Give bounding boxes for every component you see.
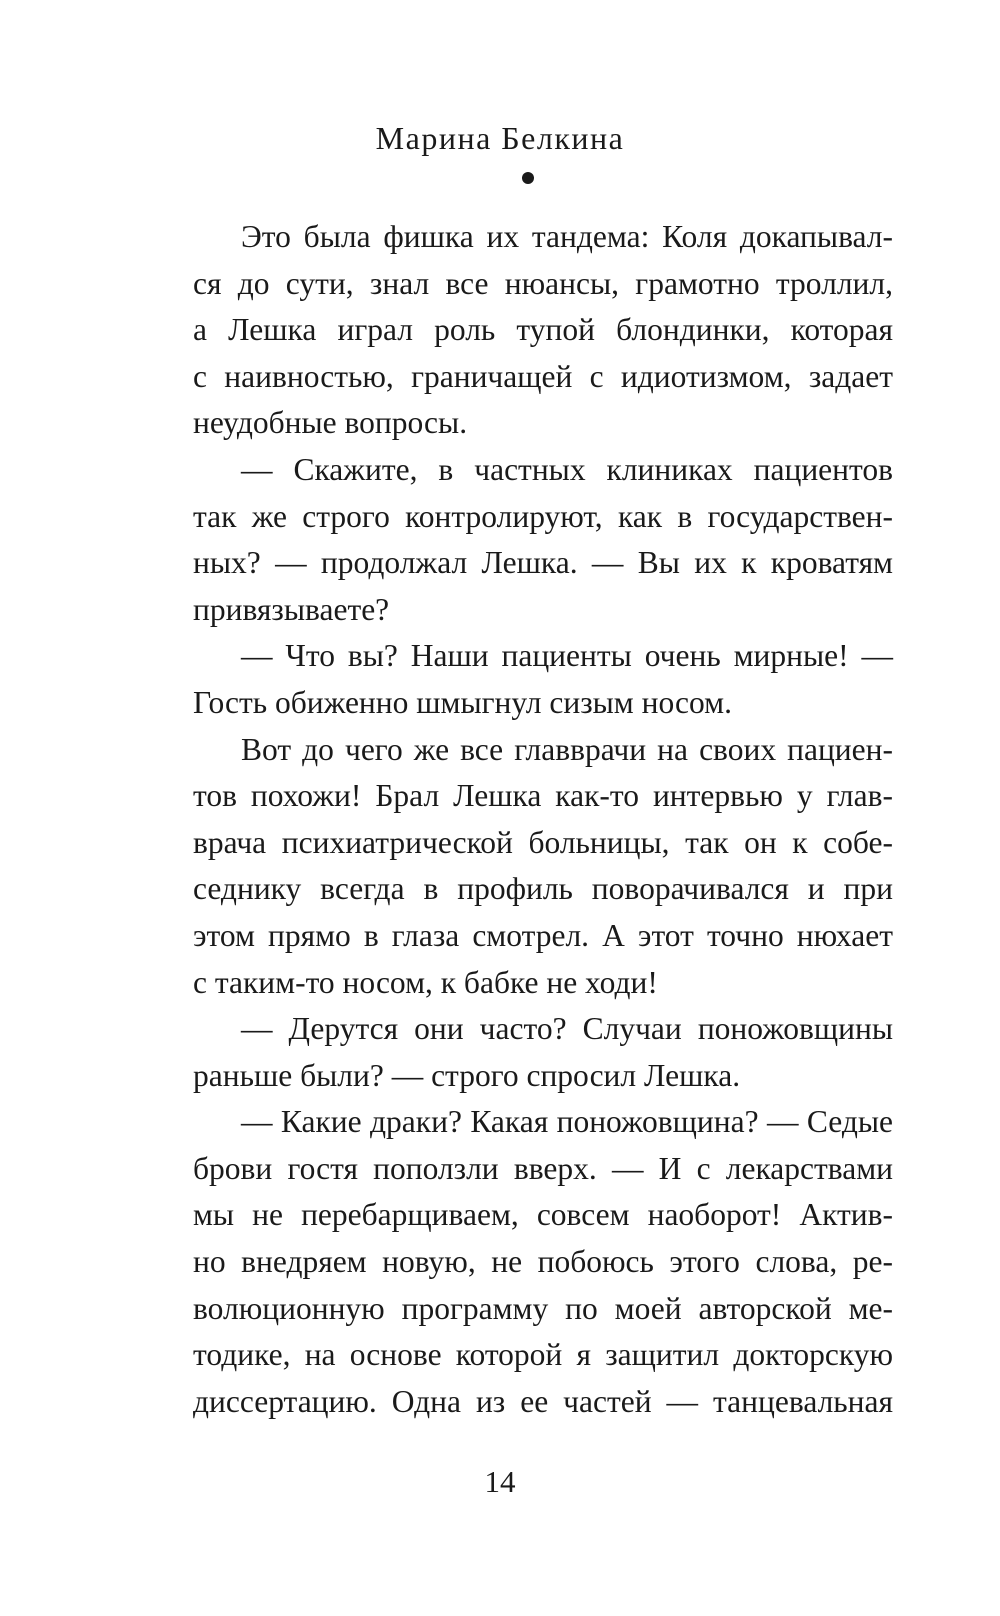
text-line: волюционную программу по моей авторской ме- <box>193 1290 893 1326</box>
body-text <box>193 214 893 1425</box>
text-line: тов похожи! Брал Лешка как-то интервью у глав- <box>193 778 893 814</box>
text-line: — Какие драки? Какая поножовщина? — Седые <box>241 1104 893 1140</box>
text-line: но внедряем новую, не побоюсь этого слова, ре- <box>193 1244 893 1280</box>
text-line: диссертацию. Одна из ее частей — танцевальная <box>193 1383 893 1419</box>
page-number: 14 <box>484 1464 516 1499</box>
text-line: неудобные вопросы. <box>193 405 468 441</box>
text-line: брови гостя поползли вверх. — И с лекарствами <box>193 1150 893 1186</box>
text-line: с таким-то носом, к бабке не ходи! <box>193 964 658 1000</box>
text-line: ся до сути, знал все нюансы, грамотно троллил, <box>193 265 893 301</box>
text-line: раньше были? — строго спросил Лешка. <box>193 1057 741 1093</box>
text-line: с наивностью, граничащей с идиотизмом, задает <box>193 358 893 394</box>
text-line: мы не перебарщиваем, совсем наоборот! Актив- <box>193 1197 893 1233</box>
text-line: — Что вы? Наши пациенты очень мирные! — <box>241 638 893 674</box>
text-line: — Дерутся они часто? Случаи поножовщины <box>241 1011 893 1047</box>
text-line: врача психиатрической больницы, так он к собе- <box>193 824 893 860</box>
text-line: тодике, на основе которой я защитил докторскую <box>193 1337 893 1373</box>
text-line: ных? — продолжал Лешка. — Вы их к кроватям <box>193 545 893 581</box>
text-line: привязываете? <box>193 591 390 627</box>
text-line: так же строго контролируют, как в государствен- <box>193 498 893 534</box>
text-line: а Лешка играл роль тупой блондинки, которая <box>193 312 893 348</box>
header-bullet <box>522 172 534 184</box>
text-line: Это была фишка их тандема: Коля докапывал- <box>241 219 893 254</box>
text-line: этом прямо в глаза смотрел. А этот точно нюхает <box>193 917 893 953</box>
running-header: Марина Белкина <box>375 120 625 156</box>
text-line: Вот до чего же все главврачи на своих пациен- <box>241 731 893 767</box>
text-line: — Скажите, в частных клиниках пациентов <box>241 451 893 487</box>
text-line: седнику всегда в профиль поворачивался и при <box>193 871 893 907</box>
text-line: Гость обиженно шмыгнул сизым носом. <box>193 684 732 720</box>
